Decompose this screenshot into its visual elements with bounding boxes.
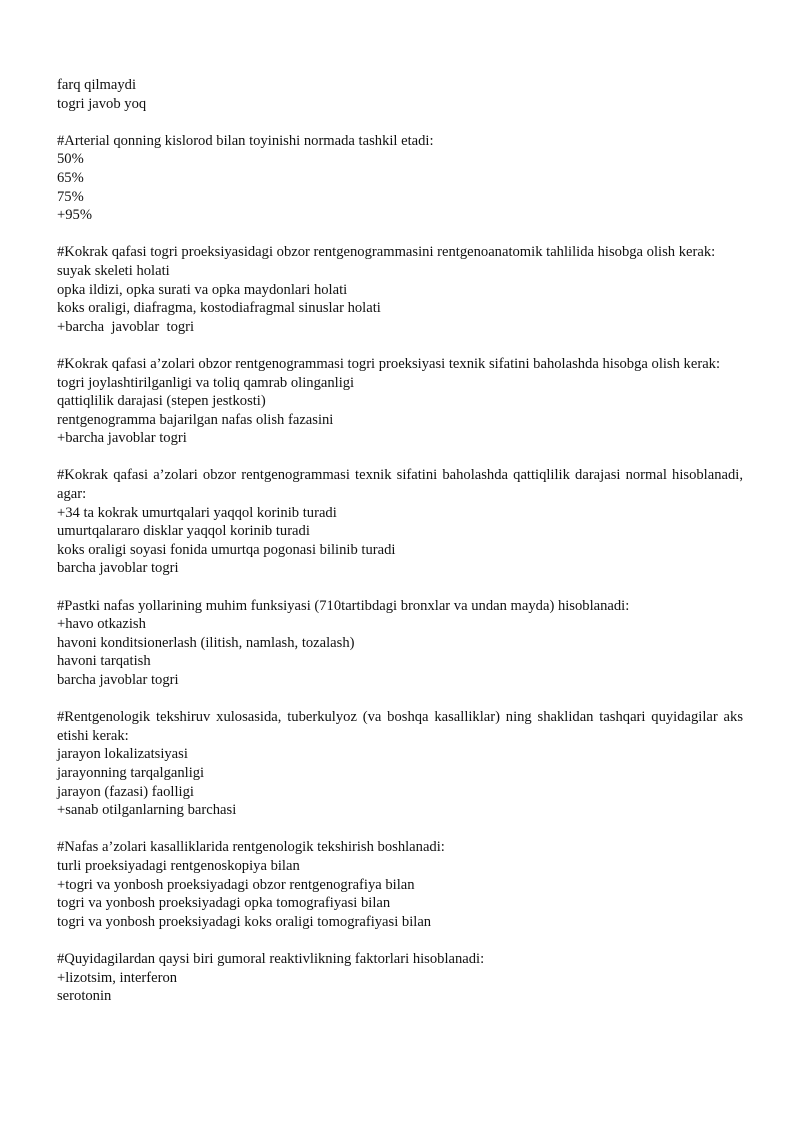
answer-option: togri va yonbosh proeksiyadagi opka tomografiyasi bilan [57,895,391,912]
answer-option: umurtqalararo disklar yaqqol korinib turadi [57,523,310,540]
answer-option: +sanab otilganlarning barchasi [57,802,237,819]
answer-option: suyak skeleti holati [57,262,170,279]
answer-option: +95% [57,207,92,224]
answer-option: koks oraligi soyasi fonida umurtqa pogonasi bilinib turadi [57,541,396,558]
answer-option: 75% [57,188,84,205]
answer-option: havoni konditsionerlash (ilitish, namlash, tozalash) [57,634,355,651]
answer-option: togri va yonbosh proeksiyadagi koks oraligi tomografiyasi bilan [57,913,432,930]
question-text: #Kokrak qafasi a’zolari obzor rentgenogrammasi texnik sifatini baholashda qattiqlilik darajasi normal hisoblanadi, agar: [57,467,743,503]
question-block [57,950,743,1006]
question-text: #Arterial qonning kislorod bilan toyinishi normada tashkil etadi: [57,132,434,149]
answer-option: barcha javoblar togri [57,560,179,577]
question-block [57,597,743,690]
question-text: #Quyidagilardan qaysi biri gumoral reaktivlikning faktorlari hisoblanadi: [57,950,485,967]
question-block [57,132,743,225]
document-page [57,76,743,1024]
answer-option: jarayonning tarqalganligi [57,764,205,781]
question-block [57,838,743,931]
question-block-continuation [57,76,743,113]
question-text: #Pastki nafas yollarining muhim funksiyasi (710tartibdagi bronxlar va undan mayda) hisoblanadi: [57,597,630,614]
answer-option: togri javob yoq [57,95,147,112]
question-text: #Rentgenologik tekshiruv xulosasida, tuberkulyoz (va boshqa kasalliklar) ning shaklidan tashqari quyidagilar aks etishi kerak: [57,709,743,744]
answer-option: opka ildizi, opka surati va opka maydonlari holati [57,281,348,298]
answer-option: togri joylashtirilganligi va toliq qamrab olinganligi [57,374,355,391]
question-block [57,355,743,448]
question-block [57,243,743,336]
answer-option: barcha javoblar togri [57,672,179,688]
answer-option: jarayon lokalizatsiyasi [57,746,188,763]
answer-option: +barcha javoblar togri [57,318,195,335]
answer-option: +34 ta kokrak umurtqalari yaqqol korinib turadi [57,504,337,521]
answer-option: koks oraligi, diafragma, kostodiafragmal sinuslar holati [57,300,381,317]
answer-option: serotonin [57,988,112,1005]
answer-option: +togri va yonbosh proeksiyadagi obzor rentgenografiya bilan [57,876,415,893]
answer-option: qattiqlilik darajasi (stepen jestkosti) [57,393,266,410]
answer-option: +havo otkazish [57,616,146,633]
answer-option: havoni tarqatish [57,653,151,670]
question-block [57,466,743,578]
answer-option: farq qilmaydi [57,77,137,93]
question-block [57,708,743,820]
question-text: #Nafas a’zolari kasalliklarida rentgenologik tekshirish boshlanadi: [57,839,445,856]
answer-option: 50% [57,151,84,168]
answer-option: 65% [57,169,84,186]
question-text: #Kokrak qafasi togri proeksiyasidagi obzor rentgenogrammasini rentgenoanatomik tahlilida hisobga olish kerak: [57,244,716,261]
answer-option: rentgenogramma bajarilgan nafas olish fazasini [57,411,334,428]
question-text: #Kokrak qafasi a’zolari obzor rentgenogrammasi togri proeksiyasi texnik sifatini baholashda hisobga olish kerak: [57,355,721,372]
answer-option: jarayon (fazasi) faolligi [57,783,194,800]
answer-option: +barcha javoblar togri [57,430,187,447]
answer-option: turli proeksiyadagi rentgenoskopiya bilan [57,857,300,874]
answer-option: +lizotsim, interferon [57,969,178,986]
